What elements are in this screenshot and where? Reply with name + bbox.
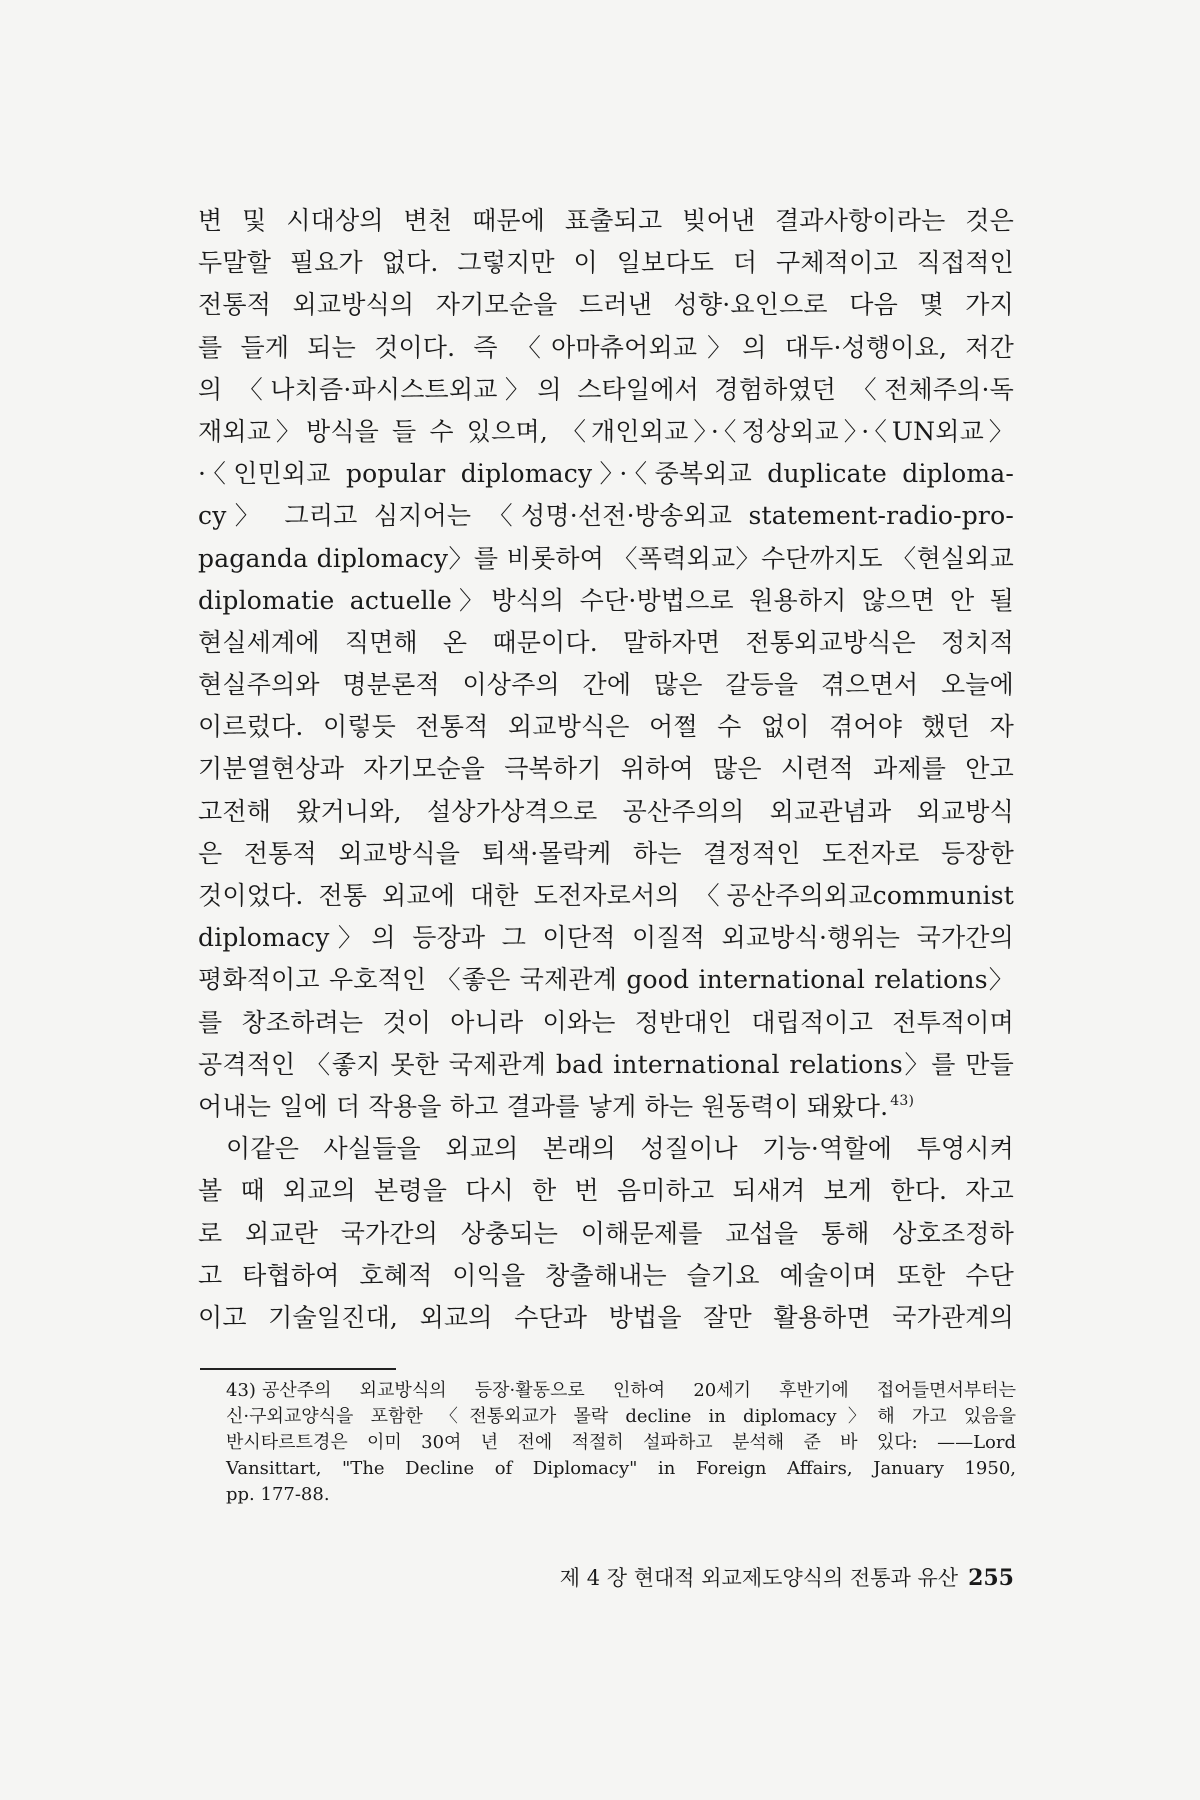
footnote-divider [200,1368,396,1370]
footnote-line: Vansittart, "The Decline of Diplomacy" in Foreign Affairs, January 1950, [226,1458,1016,1479]
footnote-number: 43) [226,1380,256,1401]
footnote-line: pp. 177-88. [226,1484,330,1505]
page-number: 255 [968,1565,1014,1591]
text-line: 현실세계에 직면해 온 때문이다. 말하자면 전통외교방식은 정치적 [198,627,1014,657]
text-line: 의 〈나치즘·파시스트외교〉의 스타일에서 경험하였던 〈전체주의·독 [198,374,1014,404]
text-line: 전통적 외교방식의 자기모순을 드러낸 성향·요인으로 다음 몇 가지 [198,290,1014,320]
text-line: 이르렀다. 이렇듯 전통적 외교방식은 어쩔 수 없이 겪어야 했던 자 [198,712,1014,742]
text-line: 재외교〉방식을 들 수 있으며, 〈개인외교〉·〈정상외교〉·〈UN외교〉 [198,416,1014,446]
paragraph-1 [198,200,1014,1128]
text-line: 를 창조하려는 것이 아니라 이와는 정반대인 대립적이고 전투적이며 [198,1007,1014,1037]
footnote-line: 신·구외교양식을 포함한 〈전통외교가 몰락 decline in diplomacy〉해 가고 있음을 [226,1406,1016,1427]
text-line: 은 전통적 외교방식을 퇴색·몰락케 하는 결정적인 도전자로 등장한 [198,838,1014,868]
text-line: 고전해 왔거니와, 설상가상격으로 공산주의의 외교관념과 외교방식 [198,796,1014,826]
footnote-line: 반시타르트경은 이미 30여 년 전에 적절히 설파하고 분석해 준 바 있다: ——Lord [226,1432,1016,1453]
footnote-line [226,1378,1016,1404]
text-line: 평화적이고 우호적인 〈좋은 국제관계 good international relations〉 [198,965,1014,995]
text-line: 이같은 사실들을 외교의 본래의 성질이나 기능·역할에 투영시켜 [226,1134,1014,1164]
text-line: 를 들게 되는 것이다. 즉 〈아마츄어외교〉의 대두·성행이요, 저간 [198,332,1014,362]
text-line: 현실주의와 명분론적 이상주의 간에 많은 갈등을 겪으면서 오늘에 [198,670,1014,700]
footnote-line-content: 공산주의 외교방식의 등장·활동으로 인하여 20세기 후반기에 접어들면서부터는 [261,1380,1016,1401]
text-line: 공격적인 〈좋지 못한 국제관계 bad international relations〉를 만들 [198,1049,1014,1079]
text-line [198,1086,1014,1128]
text-line: 것이었다. 전통 외교에 대한 도전자로서의 〈공산주의외교communist [198,881,1014,910]
text-line: 볼 때 외교의 본령을 다시 한 번 음미하고 되새겨 보게 한다. 자고 [198,1176,1014,1206]
text-line: cy〉 그리고 심지어는 〈성명·선전·방송외교 statement-radio-pro- [198,501,1014,531]
text-line: diplomacy〉의 등장과 그 이단적 이질적 외교방식·행위는 국가간의 [198,923,1014,953]
text-line-content: 어내는 일에 더 작용을 하고 결과를 낳게 하는 원동력이 돼왔다. [198,1091,889,1121]
text-line: 두말할 필요가 없다. 그렇지만 이 일보다도 더 구체적이고 직접적인 [198,248,1014,278]
text-line: 이고 기술일진대, 외교의 수단과 방법을 잘만 활용하면 국가관계의 [198,1302,1014,1332]
text-line: 기분열현상과 자기모순을 극복하기 위하여 많은 시련적 과제를 안고 [198,754,1014,784]
chapter-title: 제 4 장 현대적 외교제도양식의 전통과 유산 [559,1566,959,1590]
paragraph-2 [198,1128,1014,1339]
text-line: ·〈인민외교 popular diplomacy〉·〈중복외교 duplicate diploma- [198,459,1014,489]
text-line: 변 및 시대상의 변천 때문에 표출되고 빚어낸 결과사항이라는 것은 [198,206,1014,235]
text-line: diplomatie actuelle〉방식의 수단·방법으로 원용하지 않으면 안 될 [198,585,1014,615]
text-line: 로 외교란 국가간의 상충되는 이해문제를 교섭을 통해 상호조정하 [198,1218,1014,1248]
footnote-reference[interactable]: 43) [890,1092,915,1109]
text-line: paganda diplomacy〉를 비롯하여 〈폭력외교〉수단까지도 〈현실외교 [198,543,1014,573]
body-text [198,200,1014,1339]
text-line: 고 타협하여 호혜적 이익을 창출해내는 슬기요 예술이며 또한 수단 [198,1260,1014,1290]
footnote-43 [226,1378,1016,1508]
running-footer [454,1561,1014,1595]
